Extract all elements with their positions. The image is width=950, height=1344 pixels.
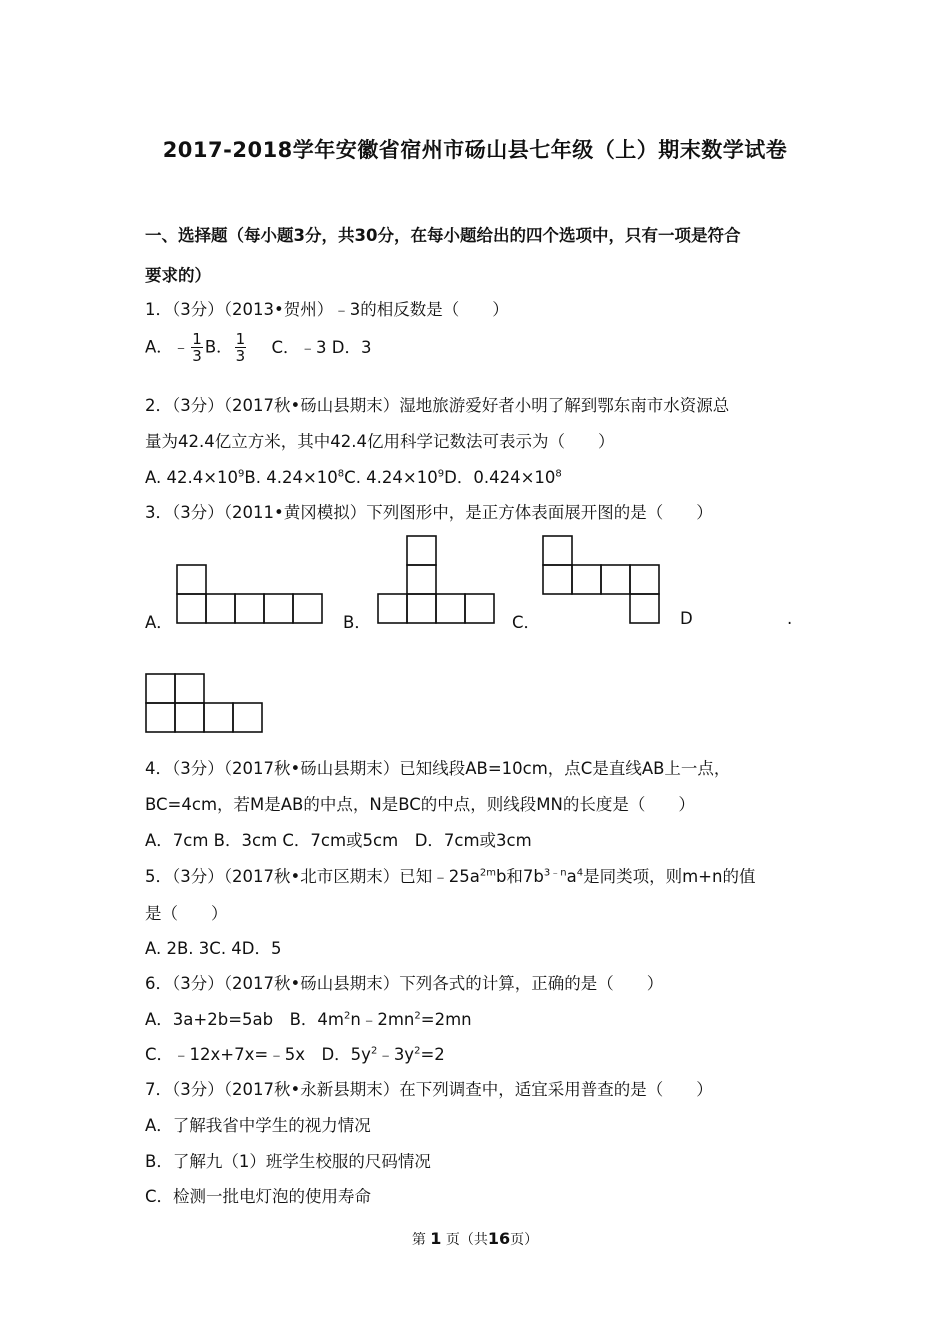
q1-fraction-a — [191, 332, 203, 364]
q7-stem: 7．（3分）（2017秋•永新县期末）在下列调查中，适宜采用普查的是（ ） — [145, 1080, 713, 1099]
q2-option-b: B. 4.24×10 — [244, 468, 338, 487]
q6-cd-3: =2 — [420, 1045, 445, 1064]
q6-stem: 6．（3分）（2017秋•砀山县期末）下列各式的计算，正确的是（ ） — [145, 974, 664, 993]
q1-option-a-prefix: A．﹣ — [145, 337, 190, 357]
q7-option-b: B．了解九（1）班学生校服的尺码情况 — [145, 1152, 431, 1171]
q2-option-a: A. 42.4×10 — [145, 468, 239, 487]
q5-part1: 5．（3分）（2017秋•北市区期末）已知﹣25a — [145, 867, 480, 886]
q2-line2: 量为42.4亿立方米，其中42.4亿用科学记数法可表示为（ ） — [145, 432, 615, 451]
page-title: 2017-2018学年安徽省宿州市砀山县七年级（上）期末数学试卷 — [162, 138, 788, 162]
q4-options: A．7cm B．3cm C．7cm或5cm D．7cm或3cm — [145, 831, 532, 850]
footer-suffix: 页） — [510, 1232, 539, 1248]
q7-option-a: A．了解我省中学生的视力情况 — [145, 1116, 371, 1135]
q2-option-d: D．0.424×10 — [444, 468, 556, 487]
q1-frac-b-num: 1 — [235, 330, 246, 348]
q7-option-c: C．检测一批电灯泡的使用寿命 — [145, 1187, 372, 1206]
q2-line1: 2．（3分）（2017秋•砀山县期末）湿地旅游爱好者小明了解到鄂东南市水资源总 — [145, 396, 730, 415]
q6-ab-3: =2mn — [420, 1010, 472, 1029]
q5-line2: 是（ ） — [145, 904, 228, 923]
q1-options — [145, 332, 371, 364]
q5-line1 — [145, 863, 755, 887]
q3-net-a — [175, 563, 325, 627]
section-heading-line2: 要求的） — [145, 266, 211, 285]
q3-net-c — [541, 534, 663, 627]
q6-cd-sup2: 2 — [414, 1045, 421, 1057]
footer-middle: 页（共 — [445, 1232, 488, 1248]
q3-label-d-dot: . — [787, 609, 793, 628]
q2-options — [145, 464, 562, 488]
q5-part2: b和7b — [495, 867, 544, 886]
q6-ab-1: A．3a+2b=5ab B．4m — [145, 1010, 344, 1029]
q4-line2: BC=4cm，若M是AB的中点，N是BC的中点，则线段MN的长度是（ ） — [145, 795, 695, 814]
q1-frac-a-den: 3 — [192, 347, 202, 365]
q6-ab-2: n﹣2mn — [350, 1010, 415, 1029]
q5-options: A. 2B. 3C. 4D．5 — [145, 939, 282, 958]
q5-part3: a — [566, 867, 577, 886]
q1-frac-a-num: 1 — [192, 330, 202, 348]
q5-part4: 是同类项，则m+n的值 — [583, 867, 756, 886]
q3-label-b: B． — [343, 613, 371, 632]
q1-stem: 1．（3分）（2013•贺州）﹣3的相反数是（ ） — [145, 300, 509, 319]
q3-net-b — [376, 534, 496, 627]
q3-net-d — [144, 672, 266, 735]
page-footer — [0, 1229, 950, 1249]
q5-sup3: 4 — [576, 867, 584, 879]
q4-line1: 4．（3分）（2017秋•砀山县期末）已知线段AB=10cm，点C是直线AB上一点， — [145, 759, 731, 778]
q2-exp-b: 8 — [337, 468, 345, 480]
footer-prefix: 第 — [411, 1232, 426, 1248]
footer-total-pages: 16 — [487, 1229, 511, 1248]
q6-ab-sup2: 2 — [414, 1010, 421, 1022]
q1-option-b-prefix: B． — [204, 337, 233, 357]
q1-frac-b-den: 3 — [235, 347, 246, 365]
q3-label-c: C． — [512, 613, 541, 632]
q5-sup1: 2m — [479, 867, 496, 879]
q3-label-a: A． — [145, 613, 173, 632]
q6-cd-sup1: 2 — [370, 1045, 378, 1057]
q5-sup2: 3﹣n — [543, 867, 567, 879]
q6-ab-sup1: 2 — [344, 1010, 351, 1022]
q3-label-d: D — [680, 609, 693, 628]
q6-cd-2: ﹣3y — [377, 1045, 415, 1064]
q2-exp-a: 9 — [238, 468, 245, 480]
q2-option-c: C. 4.24×10 — [344, 468, 438, 487]
footer-page-number: 1 — [430, 1229, 442, 1248]
q6-options-ab — [145, 1006, 472, 1030]
q2-exp-c: 9 — [437, 468, 445, 480]
q6-cd-1: C．﹣12x+7x=﹣5x D．5y — [145, 1045, 371, 1064]
q1-fraction-b — [235, 332, 247, 364]
q3-stem: 3．（3分）（2011•黄冈模拟）下列图形中，是正方体表面展开图的是（ ） — [145, 503, 713, 522]
q1-options-rest: C．﹣3 D．3 — [271, 337, 372, 357]
section-heading-line1: 一、选择题（每小题3分，共30分，在每小题给出的四个选项中，只有一项是符合 — [145, 226, 741, 245]
q6-options-cd — [145, 1041, 445, 1065]
q2-exp-d: 8 — [555, 468, 562, 480]
